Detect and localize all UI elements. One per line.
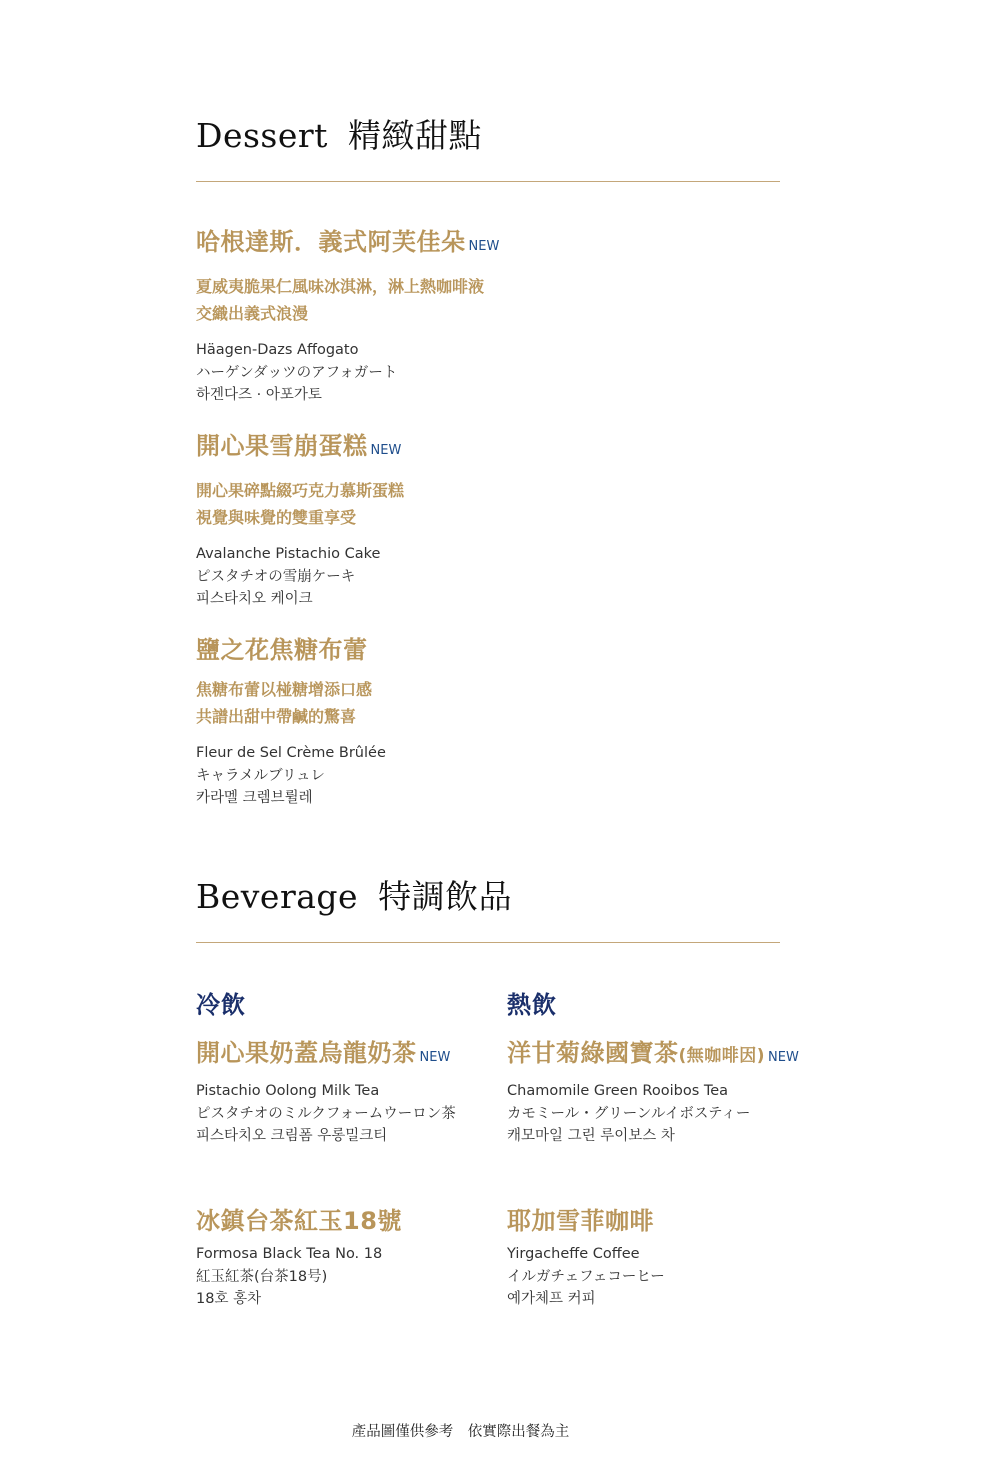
item-translations xyxy=(196,742,796,810)
disclaimer-footer: 產品圖僅供參考 依實際出餐為主 xyxy=(351,1424,570,1440)
name-english: Fleur de Sel Crème Brûlée xyxy=(196,745,386,761)
name-english: Häagen-Dazs Affogato xyxy=(196,342,359,358)
beverage-divider xyxy=(196,942,780,943)
item-translations xyxy=(196,543,796,611)
name-japanese: ピスタチオのミルクフォームウーロン茶 xyxy=(196,1105,456,1122)
item-name-text: 鹽之花焦糖布蕾 xyxy=(196,636,368,664)
dessert-item-pistachio-cake xyxy=(196,430,796,611)
item-name xyxy=(507,1037,837,1074)
item-description xyxy=(196,676,796,730)
item-name xyxy=(196,1205,516,1237)
hot-drinks-heading: 熱飲 xyxy=(507,991,557,1019)
name-korean: 예가체프 커피 xyxy=(507,1291,596,1307)
cold-drinks-heading: 冷飲 xyxy=(196,991,246,1019)
item-name xyxy=(196,430,796,467)
name-english: Yirgacheffe Coffee xyxy=(507,1246,640,1262)
dessert-title-en: Dessert xyxy=(196,116,328,155)
new-badge: NEW xyxy=(768,1050,799,1065)
item-description xyxy=(196,477,796,531)
beverage-item-pistachio-oolong xyxy=(196,1037,516,1148)
name-japanese: ピスタチオの雪崩ケーキ xyxy=(196,568,356,585)
name-korean: 캐모마일 그린 루이보스 차 xyxy=(507,1128,675,1144)
item-name-text: 冰鎮台茶紅玉18號 xyxy=(196,1207,402,1235)
item-name-text: 開心果奶蓋烏龍奶茶 xyxy=(196,1039,417,1067)
item-name-text: 哈根達斯．義式阿芙佳朵 xyxy=(196,228,466,256)
name-korean: 하겐다즈 · 아포가토 xyxy=(196,387,322,403)
dessert-item-affogato xyxy=(196,226,796,407)
dessert-title-zh: 精緻甜點 xyxy=(347,116,482,155)
name-english: Chamomile Green Rooibos Tea xyxy=(507,1083,729,1099)
beverage-item-chamomile-rooibos xyxy=(507,1037,837,1148)
beverage-title-en: Beverage xyxy=(196,877,359,916)
item-translations xyxy=(507,1243,827,1311)
name-japanese: ハーゲンダッツのアフォガート xyxy=(196,364,398,381)
item-name xyxy=(196,226,796,263)
item-name-text: 開心果雪崩蛋糕 xyxy=(196,432,368,460)
name-japanese: カモミール・グリーンルイボスティー xyxy=(507,1105,751,1122)
description-line: 共譜出甜中帶鹹的驚喜 xyxy=(196,707,357,726)
beverage-item-yirgacheffe-coffee xyxy=(507,1205,827,1311)
new-badge: NEW xyxy=(419,1050,451,1065)
item-name xyxy=(196,634,796,666)
item-name-text: 洋甘菊綠國寶茶 xyxy=(507,1039,679,1067)
name-korean: 피스타치오 크림폼 우롱밀크티 xyxy=(196,1128,388,1144)
dessert-section-title xyxy=(196,110,482,157)
caffeine-free-note: (無咖啡因) xyxy=(678,1046,766,1066)
new-badge: NEW xyxy=(370,443,402,458)
name-japanese: イルガチェフェコーヒー xyxy=(507,1268,665,1285)
name-english: Pistachio Oolong Milk Tea xyxy=(196,1083,380,1099)
item-name xyxy=(196,1037,516,1074)
item-translations xyxy=(196,339,796,407)
description-line: 開心果碎點綴巧克力慕斯蛋糕 xyxy=(196,481,405,500)
beverage-section-title xyxy=(196,871,512,918)
description-line: 焦糖布蕾以椪糖增添口感 xyxy=(196,680,373,699)
name-japanese: 紅玉紅茶(台茶18号) xyxy=(196,1268,328,1285)
item-description xyxy=(196,273,796,327)
new-badge: NEW xyxy=(468,239,500,254)
name-japanese: キャラメルブリュレ xyxy=(196,767,326,784)
dessert-divider xyxy=(196,181,780,182)
name-korean: 피스타치오 케이크 xyxy=(196,591,313,607)
item-name xyxy=(507,1205,827,1237)
description-line: 交織出義式浪漫 xyxy=(196,304,309,323)
description-line: 夏威夷脆果仁風味冰淇淋，淋上熱咖啡液 xyxy=(196,277,485,296)
beverage-title-zh: 特調飲品 xyxy=(378,877,513,916)
item-translations xyxy=(507,1080,837,1148)
beverage-item-formosa-black-tea xyxy=(196,1205,516,1311)
description-line: 視覺與味覺的雙重享受 xyxy=(196,508,357,527)
item-translations xyxy=(196,1080,516,1148)
dessert-item-creme-brulee xyxy=(196,634,796,810)
name-korean: 카라멜 크렘브륄레 xyxy=(196,790,313,806)
name-korean: 18호 홍차 xyxy=(196,1291,262,1307)
item-translations xyxy=(196,1243,516,1311)
name-english: Avalanche Pistachio Cake xyxy=(196,546,381,562)
name-english: Formosa Black Tea No. 18 xyxy=(196,1246,383,1262)
item-name-text: 耶加雪菲咖啡 xyxy=(507,1207,654,1235)
